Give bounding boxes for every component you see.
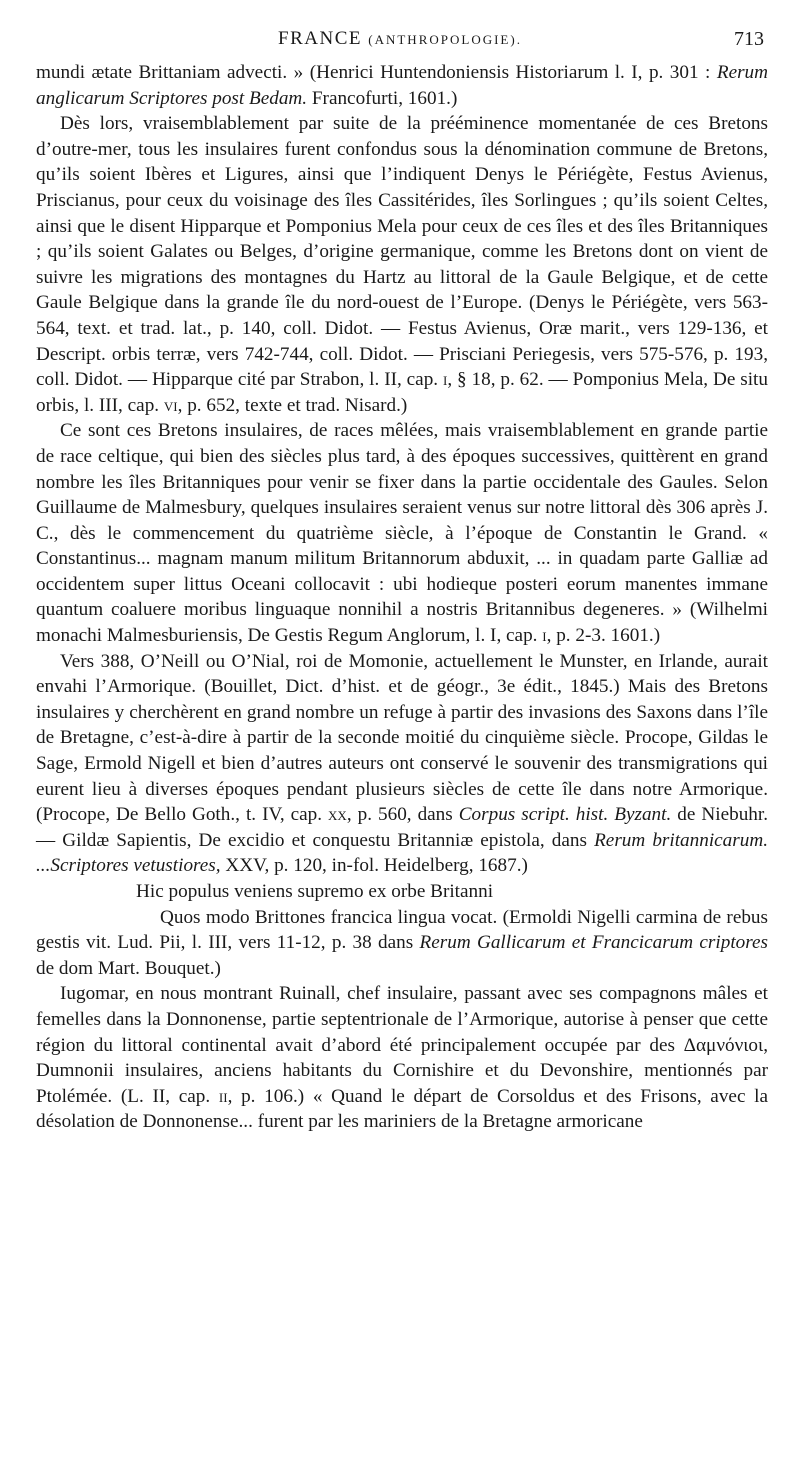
text-run: , § 18, p. 62. — Pomponius Mela, De situ orbis, l. III, cap. <box>36 369 768 416</box>
roman-numeral: i <box>442 369 448 391</box>
text-run: Ce sont ces Bretons insulaires, de races mêlées, mais vraisemblablement en grande partie de race celtique, qui bien des siècles plus tard, à des époques successives, quittèrent en grand nombre les îles Britanniques pour venir se fixer dans la partie occidentale des Gaules. Selon Guillaume de Malmesbury, quelques insulaires seraient venus sur notre littoral dès 306 après J. C., dès le commencement du quatrième siècle, à l’époque de Constantin le Grand. « Constantinus... magnam manum militum Britannorum abduxit, ... in quadam parte Galliæ ad occidentem super littus Oceani collocavit : ubi hodieque posteri eorum manentes immane quantum coaluere moribus linguaque nonnihil a nostris Britannibus degeneres. » (Wilhelmi monachi Malmesburiensis, De Gestis Regum Anglorum, l. I, cap. <box>36 420 768 647</box>
verse-line <box>36 879 768 905</box>
text-run: , p. 560, dans <box>346 804 459 826</box>
italic-citation: Rerum britannicarum. ...Scriptores vetustiores, <box>36 829 768 877</box>
running-header <box>36 28 764 58</box>
page-number: 713 <box>734 28 764 50</box>
verse-line <box>36 905 768 982</box>
text-run: de Niebuhr. — Gildæ Sapientis, De excidio et conquestu Britanniæ epistola, dans <box>36 804 769 851</box>
text-run: , p. 106.) « Quand le départ de Corsoldus et des Frisons, avec la désolation de Donnonense... furent par les mariniers de la Bretagne armoricane <box>36 1085 768 1133</box>
text-run: , p. 652, texte et trad. Nisard.) <box>177 394 408 416</box>
text-run: Vers 388, O’Neill ou O’Nial, roi de Momonie, actuellement le Munster, en Irlande, aurait envahi l’Armorique. (Bouillet, Dict. d’hist. et de géogr., 3e édit., 1845.) Mais des Bretons insulaires y cherchèrent en grand nombre un refuge à partir des invasions des Saxons dans l’île de Bretagne, c’est-à-dire à partir de la seconde moitié du cinquième siècle. Procope, Gildas le Sage, Ermold Nigell et bien d’autres auteurs ont conservé le souvenir des transmigrations qui eurent lieu à diverses époques pendant plusieurs siècles de cette île dans notre Armorique. (Procope, De Bello Goth., t. IV, cap. <box>36 650 768 826</box>
text-run: mundi ætate Brittaniam advecti. » (Henrici Huntendoniensis Historiarum l. I, p. 301 : <box>36 62 717 83</box>
text-run: Hic populus veniens supremo ex orbe Britanni <box>136 881 494 902</box>
text-run: , p. 2-3. 1601.) <box>546 625 661 647</box>
running-title <box>36 28 764 50</box>
roman-numeral: vi <box>163 394 178 416</box>
roman-numeral: ii <box>218 1085 228 1107</box>
italic-citation: Rerum Gallicarum et Francicarum criptores <box>419 932 768 954</box>
body-paragraph <box>36 60 768 111</box>
body-paragraph <box>36 649 768 879</box>
running-title-subtitle: (ANTHROPOLOGIE). <box>368 32 522 47</box>
running-title-main: FRANCE <box>278 28 363 49</box>
text-run: XXV, p. 120, in-fol. Heidelberg, 1687.) <box>220 855 528 877</box>
body-paragraph <box>36 418 768 648</box>
text-run: Dès lors, vraisemblablement par suite de la prééminence momentanée de ces Bretons d’outre-mer, tous les insulaires furent confondus sous la dénomination commune de Bretons, qu’ils soient Ibères et Ligures, ainsi que l’indiquent Denys le Périégète, Festus Avienus, Priscianus, pour ceux du voisinage des îles Cassitérides, îles Sorlingues ; qu’ils soient Celtes, ainsi que le disent Hipparque et Pomponius Mela pour ceux de ces îles et des îles Britanniques ; qu’ils soient Galates ou Belges, d’origine germanique, comme les Bretons dont on vient de suivre les migrations des montagnes du Hartz au littoral de la Gaule Belgique, et de cette Gaule Belgique dans la grande île du nord-ouest de l’Europe. (Denys le Périégète, vers 563-564, text. et trad. lat., p. 140, coll. Didot. — Festus Avienus, Oræ marit., vers 129-136, et Descript. orbis terræ, vers 742-744, coll. Didot. — Prisciani Periegesis, vers 575-576, p. 193, coll. Didot. — Hipparque cité par Strabon, l. II, cap. <box>36 113 768 391</box>
page-body <box>36 60 768 1135</box>
text-run: Iugomar, en nous montrant Ruinall, chef insulaire, passant avec ses compagnons mâles et femelles dans la Donnonense, partie septentrionale de l’Armorique, autorise à penser que cette région du littoral continental avait d’abord été principalement occupée par des Δαμνόνιοι, Dumnonii insulaires, anciens habitants du Cornishire et du Devonshire, mentionnés par Ptolémée. (L. II, cap. <box>36 983 768 1107</box>
text-run: Quos modo Brittones francica lingua vocat. (Ermoldi Nigelli carmina de rebus gestis vit. Lud. Pii, l. III, vers 11-12, p. 38 dans <box>36 906 768 954</box>
roman-numeral: xx <box>328 804 347 826</box>
italic-citation: Rerum anglicarum Scriptores post Bedam. <box>36 62 768 109</box>
roman-numeral: i <box>542 625 547 647</box>
body-paragraph <box>36 111 768 418</box>
text-run: de dom Mart. Bouquet.) <box>36 957 221 979</box>
body-paragraph <box>36 981 768 1135</box>
italic-citation: Corpus script. hist. Byzant. <box>458 804 672 826</box>
text-run: Francofurti, 1601.) <box>307 87 458 109</box>
